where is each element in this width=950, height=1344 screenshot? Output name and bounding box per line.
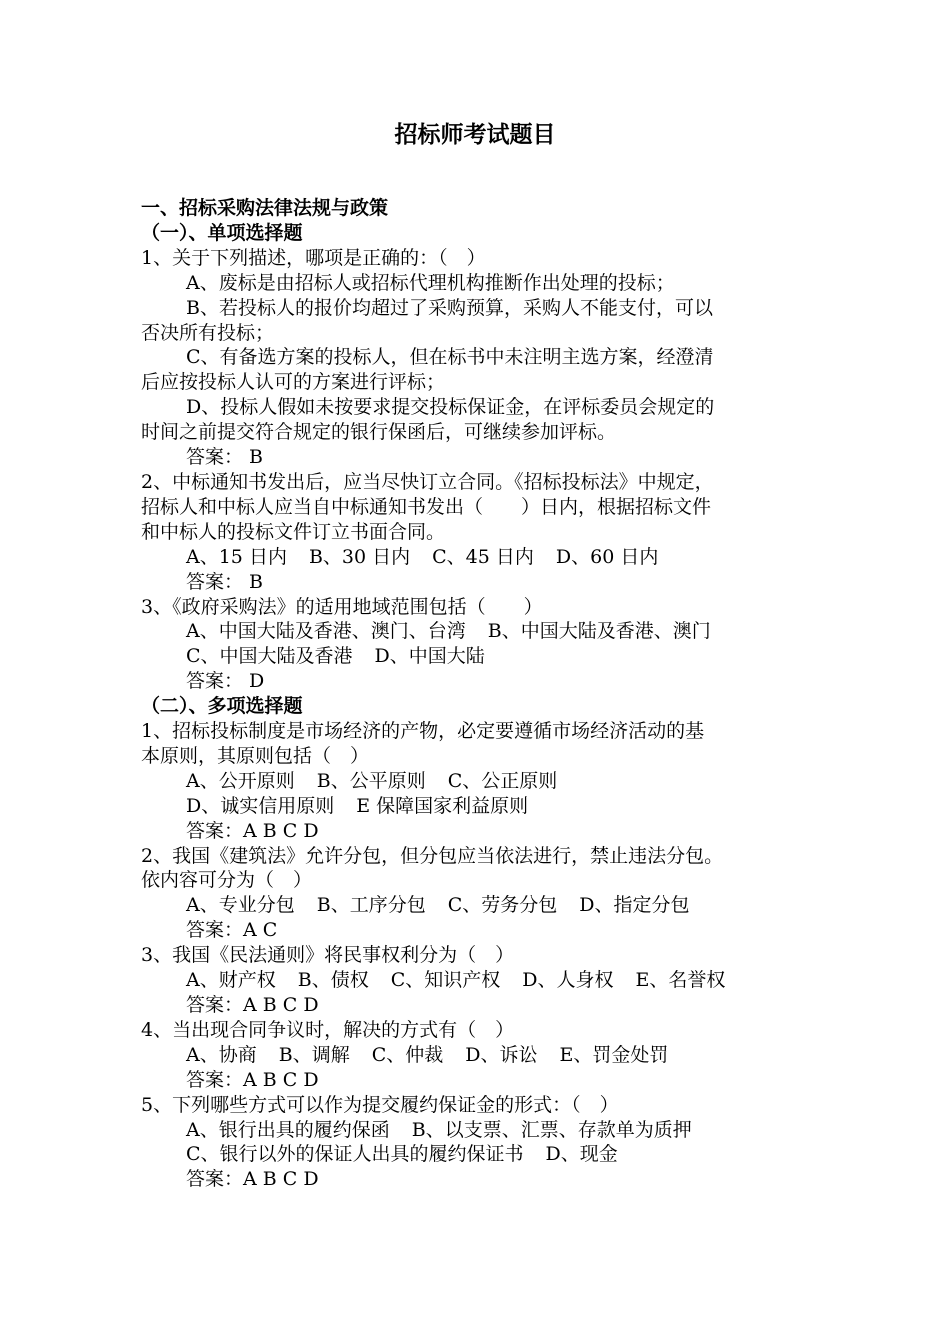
question-block — [141, 719, 831, 844]
question-text: 5、下列哪些方式可以作为提交履约保证金的形式：（ ） — [141, 1093, 619, 1116]
question-block — [141, 1093, 831, 1193]
option-line — [141, 619, 831, 644]
option-line — [141, 1118, 831, 1143]
option-line — [141, 769, 831, 794]
question-text: 1、关于下列描述，哪项是正确的：（ ） — [141, 246, 486, 269]
option-item: A、协商 — [186, 1043, 257, 1066]
question-text: 本原则，其原则包括（ ） — [141, 744, 370, 767]
question-block — [141, 246, 831, 470]
part-heading-single: （一）、单项选择题 — [141, 221, 303, 244]
answer-line: 答案：A B C D — [186, 1068, 319, 1091]
question-text: 招标人和中标人应当自中标通知书发出（ ）日内，根据招标文件 — [141, 495, 712, 518]
option-item: E 保障国家利益原则 — [356, 794, 529, 817]
option-item: B、债权 — [297, 969, 369, 992]
option-item: B、以支票、汇票、存款单为质押 — [411, 1118, 692, 1141]
option-item: B、公平原则 — [316, 769, 426, 792]
option-item: B、工序分包 — [316, 894, 426, 917]
option-item: E、罚金处罚 — [559, 1043, 669, 1066]
option-item: A、公开原则 — [186, 769, 295, 792]
answer-line: 答案：A C — [186, 919, 278, 942]
option-item: D、60 日内 — [555, 545, 659, 568]
option-item: E、名誉权 — [635, 969, 726, 992]
answer-line: 答案：A B C D — [186, 994, 319, 1016]
option-line: A、废标是由招标人或招标代理机构推断作出处理的投标； — [186, 271, 675, 294]
option-line — [141, 644, 831, 669]
option-item: D、人身权 — [522, 969, 614, 992]
question-text: 3、《政府采购法》的适用地域范围包括（ ） — [141, 595, 543, 618]
option-line — [141, 893, 831, 918]
question-block — [141, 844, 831, 944]
question-block — [141, 943, 831, 1018]
question-block — [141, 470, 831, 595]
option-line: C、有备选方案的投标人，但在标书中未注明主选方案，经澄清 — [186, 346, 714, 369]
option-line: 后应按投标人认可的方案进行评标； — [141, 371, 446, 394]
option-item: C、银行以外的保证人出具的履约保证书 — [186, 1143, 524, 1166]
option-line: 否决所有投标； — [141, 321, 275, 344]
question-text: 和中标人的投标文件订立书面合同。 — [141, 520, 446, 543]
option-item: D、中国大陆 — [374, 645, 485, 668]
option-line: 时间之前提交符合规定的银行保函后，可继续参加评标。 — [141, 421, 617, 444]
document-title: 招标师考试题目 — [394, 121, 556, 148]
option-item: B、调解 — [278, 1043, 350, 1066]
option-item: A、专业分包 — [186, 894, 295, 917]
option-item: C、仲裁 — [371, 1043, 444, 1066]
option-item: B、30 日内 — [308, 545, 411, 568]
answer-line: 答案：A B C D — [186, 1168, 319, 1191]
option-item: A、财产权 — [186, 969, 276, 992]
section-heading: 一、招标采购法律法规与政策 — [141, 197, 389, 219]
option-item: C、知识产权 — [390, 969, 501, 992]
option-item: D、现金 — [545, 1143, 618, 1166]
option-line — [141, 545, 831, 570]
option-item: A、中国大陆及香港、澳门、台湾 — [186, 620, 466, 643]
option-item: D、诉讼 — [465, 1043, 538, 1066]
option-item: D、诚实信用原则 — [186, 794, 335, 817]
option-line — [141, 1043, 831, 1068]
question-text: 2、中标通知书发出后，应当尽快订立合同。《招标投标法》中规定， — [141, 470, 714, 493]
question-text: 3、我国《民法通则》将民事权利分为（ ） — [141, 944, 515, 967]
option-line — [141, 968, 831, 993]
option-item: A、15 日内 — [186, 545, 287, 568]
option-line: D、投标人假如未按要求提交投标保证金，在评标委员会规定的 — [186, 396, 715, 419]
single-choice-list — [141, 246, 831, 694]
question-text: 1、招标投标制度是市场经济的产物，必定要遵循市场经济活动的基 — [141, 720, 705, 743]
option-item: B、中国大陆及香港、澳门 — [487, 620, 711, 643]
answer-line: 答案： D — [186, 670, 265, 693]
answer-line: 答案： B — [186, 446, 264, 469]
answer-line: 答案： B — [186, 570, 264, 593]
question-text: 4、当出现合同争议时，解决的方式有（ ） — [141, 1018, 515, 1041]
document-body — [141, 196, 831, 1192]
question-block — [141, 595, 831, 695]
question-text: 2、我国《建筑法》允许分包，但分包应当依法进行，禁止违法分包。 — [141, 844, 724, 867]
question-text: 依内容可分为（ ） — [141, 869, 313, 892]
option-line: B、若投标人的报价均超过了采购预算，采购人不能支付，可以 — [186, 296, 713, 319]
answer-line: 答案：A B C D — [186, 819, 319, 842]
option-line — [141, 794, 831, 819]
option-line — [141, 1142, 831, 1167]
option-item: C、45 日内 — [432, 545, 534, 568]
option-item: C、中国大陆及香港 — [186, 645, 353, 668]
option-item: C、公正原则 — [447, 769, 558, 792]
part-heading-multi: （二）、多项选择题 — [141, 695, 303, 718]
question-block — [141, 1018, 831, 1093]
multi-choice-list — [141, 719, 831, 1192]
option-item: C、劳务分包 — [447, 894, 558, 917]
option-item: A、银行出具的履约保函 — [186, 1118, 390, 1141]
option-item: D、指定分包 — [579, 894, 690, 917]
